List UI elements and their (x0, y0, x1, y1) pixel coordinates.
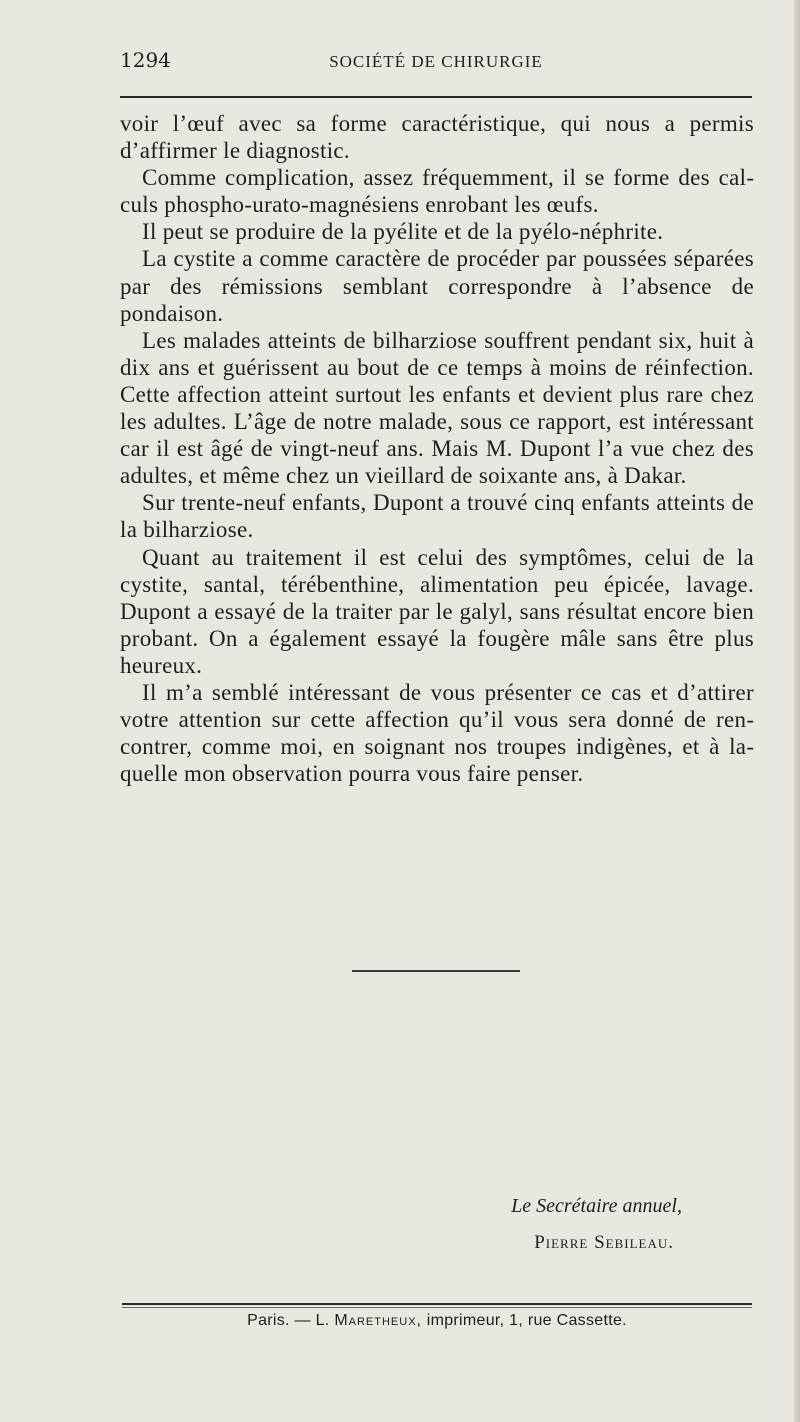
signature-name: Pierre Sebileau. (534, 1232, 674, 1253)
signature-block (420, 1192, 682, 1254)
paragraph-8: Il m’a semblé intéressant de vous présenter ce cas et d’attirer votre attention sur cette affection qu’il vous sera donné de rencontrer, comme moi, en soignant nos troupes indigènes, et à laquelle mon observation pourra vous faire penser. (120, 679, 754, 787)
imprint-city: Paris. (247, 1312, 290, 1329)
imprint-address: imprimeur, 1, rue Cassette. (426, 1312, 627, 1329)
imprint-initial: L. (315, 1312, 330, 1329)
paragraph-1: voir l’œuf avec sa forme caractéristique, qui nous a permis d’affirmer le diagnostic. (120, 111, 754, 164)
running-title: SOCIÉTÉ DE CHIRURGIE (329, 52, 543, 71)
header-rule (120, 96, 752, 98)
imprint-dash: — (294, 1312, 311, 1329)
paragraph-5: Les malades atteints de bilharziose souffrent pendant six, huit à dix ans et guérissent au bout de ce temps à moins de réinfection. Cette affection atteint surtout les enfants et devient plus rare chez les adultes. L’âge de notre malade, sous ce rapport, est intéressant car il est âgé de vingt-neuf ans. Mais M. Dupont l’a vue chez des adultes, et même chez un vieillard de soixante ans, à Dakar. (120, 327, 754, 489)
page-number: 1294 (120, 48, 171, 72)
paragraph-7: Quant au traitement il est celui des symptômes, celui de la cystite, santal, térébenthine, alimentation peu épicée, lavage. Dupont a essayé de la traiter par le galyl, sans résultat encore bien probant. On a également essayé la fougère mâle sans être plus heureux. (120, 544, 754, 678)
paragraph-2: Comme complication, assez fréquemment, il se forme des calculs phospho-urato-magnésiens enrobant les œufs. (120, 165, 754, 218)
page-header (120, 46, 752, 78)
page-edge-shadow (794, 0, 800, 1422)
signature-role: Le Secrétaire annuel, (511, 1195, 682, 1217)
body-text (120, 110, 754, 787)
paragraph-6: Sur trente-neuf enfants, Dupont a trouvé cinq enfants atteints de la bilharziose. (120, 490, 754, 543)
footer-rule (122, 1303, 752, 1305)
footer-rule-thin (122, 1307, 752, 1308)
paragraph-4: La cystite a comme caractère de procéder par poussées séparées par des rémissions semblant correspondre à l’absence de pondaison. (120, 246, 754, 326)
printer-imprint (122, 1312, 752, 1330)
section-divider (352, 970, 520, 972)
paragraph-3: Il peut se produire de la pyélite et de la pyélo-néphrite. (142, 219, 664, 245)
imprint-printer-name: Maretheux, (334, 1312, 422, 1329)
